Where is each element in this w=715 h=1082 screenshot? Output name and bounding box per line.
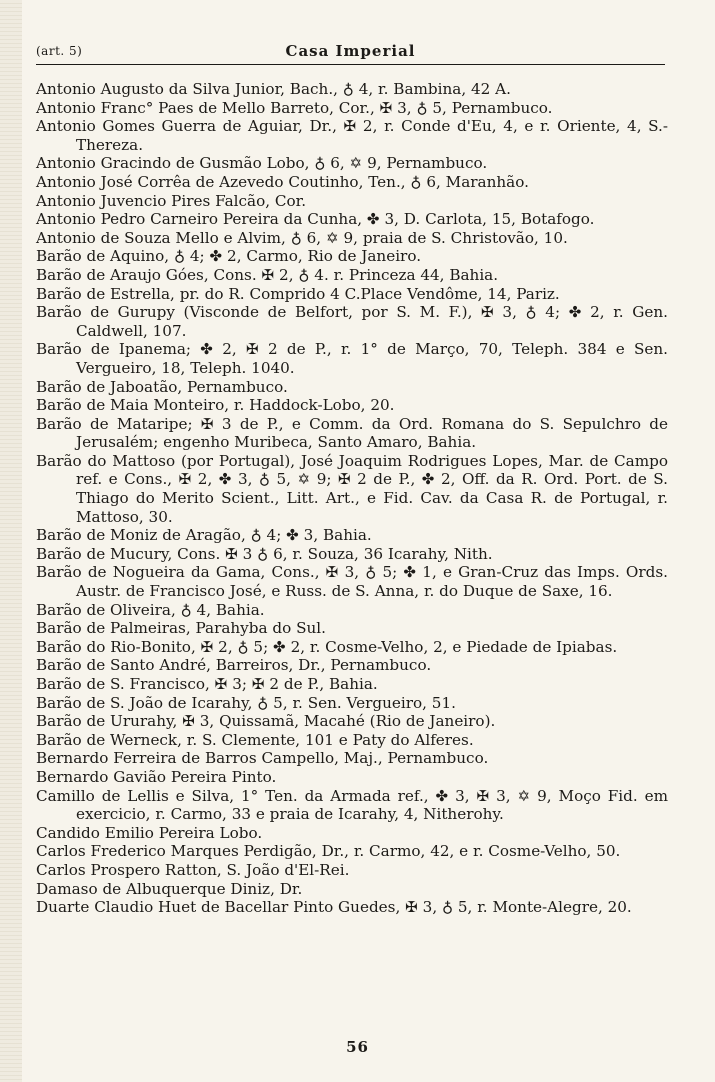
list-item: Antonio Augusto da Silva Junior, Bach., ♁ 4, r. Bambina, 42 A. bbox=[36, 80, 511, 98]
list-item: Antonio Gomes Guerra de Aguiar, Dr., ✠ 2, r. Conde d'Eu, 4, e r. Oriente, 4, S.-Thereza. bbox=[36, 117, 668, 154]
list-item: Barão de Ururahy, ✠ 3, Quissamã, Macahé (Rio de Janeiro). bbox=[36, 712, 496, 731]
list-item: Antonio Franc° Paes de Mello Barreto, Cor., ✠ 3, ♁ 5, Pernambuco. bbox=[36, 98, 553, 117]
list-item: Bernardo Gavião Pereira Pinto. bbox=[36, 767, 277, 786]
list-item: Barão de Santo André, Barreiros, Dr., Pernambuco. bbox=[36, 656, 432, 675]
list-item: Antonio Gracindo de Gusmão Lobo, ♁ 6, ✡ 9, Pernambuco. bbox=[36, 154, 488, 173]
list-item: Barão de Jaboatão, Pernambuco. bbox=[36, 377, 288, 396]
list-item: Antonio Juvencio Pires Falcão, Cor. bbox=[36, 191, 307, 210]
list-item: Barão do Rio-Bonito, ✠ 2, ♁ 5; ✤ 2, r. Cosme-Velho, 2, e Piedade de Ipiabas. bbox=[36, 637, 618, 656]
running-header bbox=[36, 42, 665, 65]
list-item: Barão de Nogueira da Gama, Cons., ✠ 3, ♁ 5; ✤ 1, e Gran-Cruz das Imps. Ords. Austr. de Francisco José, e Russ. de S. Anna, r. do Duque de Saxe, 16. bbox=[36, 563, 668, 601]
header-title: Casa Imperial bbox=[285, 42, 416, 60]
list-item: Barão de Estrella, pr. do R. Comprido 4 C.Place Vendôme, 14, Pariz. bbox=[36, 284, 560, 303]
list-item: Barão de Maia Monteiro, r. Haddock-Lobo, 20. bbox=[36, 396, 395, 415]
page-number: 56 bbox=[346, 1038, 369, 1056]
list-item: Barão de S. Francisco, ✠ 3; ✠ 2 de P., Bahia. bbox=[36, 675, 378, 693]
list-item: Antonio José Corrêa de Azevedo Coutinho, Ten., ♁ 6, Maranhão. bbox=[36, 172, 529, 191]
list-item: Barão do Mattoso (por Portugal), José Joaquim Rodrigues Lopes, Mar. de Campo ref. e Cons., ✠ 2, ✤ 3, ♁ 5, ✡ 9; ✠ 2 de P., ✤ 2, Off. da R. Ord. Port. de S. Thiago do Merito Scient., Litt. Art., e Fid. Cav. da Casa R. de Portugal, r. Mattoso, 30. bbox=[36, 451, 668, 526]
list-item: Barão de Aquino, ♁ 4; ✤ 2, Carmo, Rio de Janeiro. bbox=[36, 247, 422, 266]
list-item: Barão de Palmeiras, Parahyba do Sul. bbox=[36, 619, 326, 638]
list-item: Bernardo Ferreira de Barros Campello, Maj., Pernambuco. bbox=[36, 749, 489, 768]
list-item: Barão de Gurupy (Visconde de Belfort, por S. M. F.), ✠ 3, ♁ 4; ✤ 2, r. Gen. Caldwell, 107. bbox=[36, 303, 668, 340]
list-item: Candido Emilio Pereira Lobo. bbox=[36, 823, 263, 842]
list-item: Antonio de Souza Mello e Alvim, ♁ 6, ✡ 9, praia de S. Christovão, 10. bbox=[36, 228, 568, 247]
list-item: Barão de Mataripe; ✠ 3 de P., e Comm. da Ord. Romana do S. Sepulchro de Jerusalém; engenho Muribeca, Santo Amaro, Bahia. bbox=[36, 414, 668, 452]
list-item: Duarte Claudio Huet de Bacellar Pinto Guedes, ✠ 3, ♁ 5, r. Monte-Alegre, 20. bbox=[36, 898, 632, 917]
list-item: Carlos Prospero Ratton, S. João d'El-Rei. bbox=[36, 860, 350, 879]
list-item: Barão de Werneck, r. S. Clemente, 101 e Paty do Alferes. bbox=[36, 730, 474, 749]
section-label: (art. 5) bbox=[36, 44, 83, 58]
list-item: Barão de Mucury, Cons. ✠ 3 ♁ 6, r. Souza, 36 Icarahy, Nith. bbox=[36, 544, 493, 563]
list-item: Barão de Oliveira, ♁ 4, Bahia. bbox=[36, 600, 265, 619]
list-item: Barão de S. João de Icarahy, ♁ 5, r. Sen. Vergueiro, 51. bbox=[36, 693, 456, 712]
list-item: Antonio Pedro Carneiro Pereira da Cunha, ✤ 3, D. Carlota, 15, Botafogo. bbox=[36, 210, 595, 229]
list-item: Barão de Ipanema; ✤ 2, ✠ 2 de P., r. 1° de Março, 70, Teleph. 384 e Sen. Vergueiro, 18, Teleph. 1040. bbox=[36, 340, 668, 377]
entry-list bbox=[36, 80, 668, 917]
page-edge bbox=[0, 0, 22, 1082]
list-item: Barão de Araujo Góes, Cons. ✠ 2, ♁ 4. r. Princeza 44, Bahia. bbox=[36, 265, 499, 284]
list-item: Camillo de Lellis e Silva, 1° Ten. da Armada ref., ✤ 3, ✠ 3, ✡ 9, Moço Fid. em exercicio, r. Carmo, 33 e praia de Icarahy, 4, Nitherohy. bbox=[36, 786, 668, 824]
list-item: Carlos Frederico Marques Perdigão, Dr., r. Carmo, 42, e r. Cosme-Velho, 50. bbox=[36, 842, 621, 861]
list-item: Barão de Moniz de Aragão, ♁ 4; ✤ 3, Bahia. bbox=[36, 526, 372, 545]
list-item: Damaso de Albuquerque Diniz, Dr. bbox=[36, 879, 303, 898]
